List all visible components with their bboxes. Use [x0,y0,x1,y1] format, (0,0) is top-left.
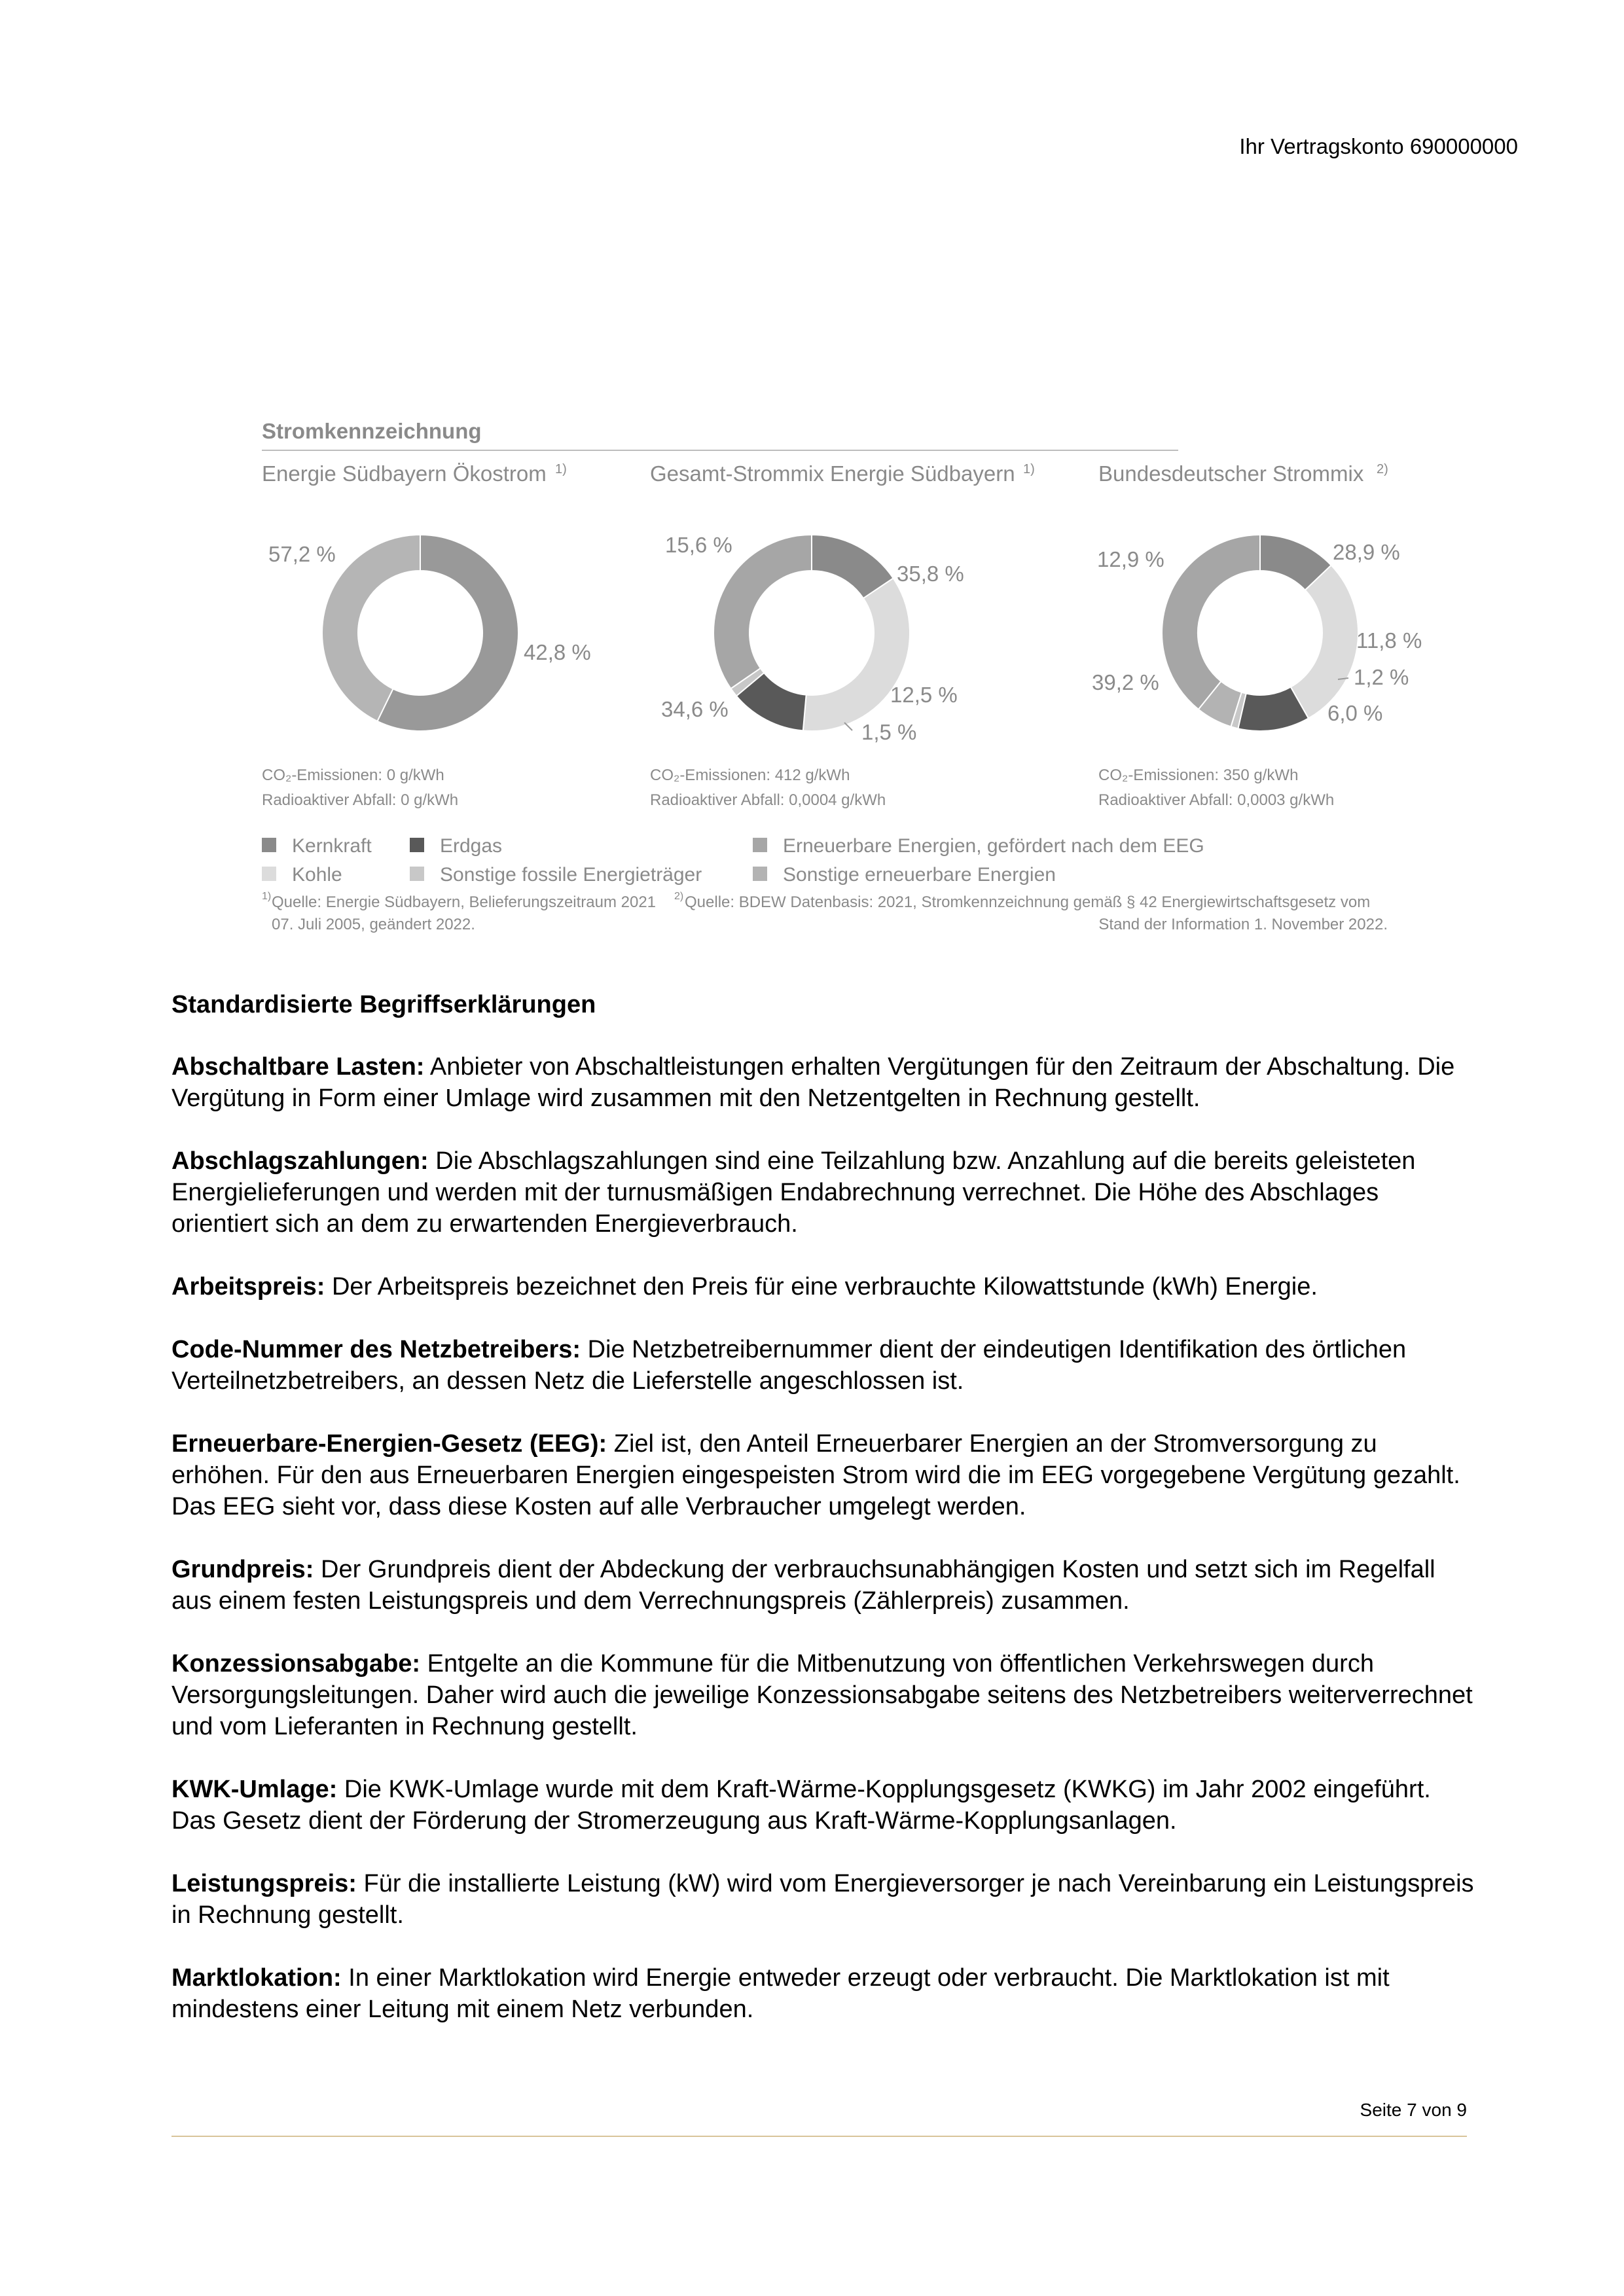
legend-sonstige-fossile: Sonstige fossile Energieträger [440,864,702,886]
chart-1-title: Energie Südbayern Ökostrom [262,461,547,486]
footnote-2: Quelle: BDEW Datenbasis: 2021, Stromkennzeichnung gemäß § 42 Energiewirtschaftsgesetz vom [685,893,1371,911]
chart-3-label-6-0: 6,0 % [1327,701,1383,725]
chart-3-waste: Radioaktiver Abfall: 0,0003 g/kWh [1098,791,1335,809]
donut-3-segment-2 [1291,565,1358,719]
footnote-line-2: 07. Juli 2005, geändert 2022. [272,916,475,933]
legend-erdgas: Erdgas [440,835,503,857]
chart-3-label-11-8: 11,8 % [1356,628,1422,653]
glossary-term: KWK-Umlage: [171,1776,338,1803]
glossary-text: Ziel ist, den Anteil Erneuerbarer Energien an der Stromversorgung zu erhöhen. Für den aus Erneuerbaren Energien eingespeisten Strom wird die im EEG vorgegebene Vergütung gezahlt. Das EEG sieht vor, dass diese Kosten auf alle Verbraucher umgelegt werden. [171,1430,1460,1520]
glossary-entry [171,1145,1481,1240]
chart-2-label-15-6: 15,6 % [665,533,732,557]
chart-3-label-1-2: 1,2 % [1354,665,1409,689]
stand-der-information: Stand der Information 1. November 2022. [1098,916,1388,933]
legend-swatch-sonstige-erneuerbare [753,867,767,881]
glossary-text: Der Arbeitspreis bezeichnet den Preis für eine verbrauchte Kilowattstunde (kWh) Energie. [325,1273,1318,1300]
glossary-term: Abschaltbare Lasten: [171,1053,425,1081]
glossary-text: Entgelte an die Kommune für die Mitbenutzung von öffentlichen Verkehrswegen durch Versorgungsleitungen. Daher wird auch die jeweilige Konzessionsabgabe seitens des Netzbetreibers weiterverrechnet und vom Lieferanten in Rechnung gestellt. [171,1650,1473,1740]
glossary-term: Konzessionsabgabe: [171,1650,421,1677]
glossary-entry [171,1051,1481,1114]
glossary-term: Arbeitspreis: [171,1273,325,1300]
glossary-section [171,990,1481,2056]
legend-kernkraft: Kernkraft [292,835,372,857]
contract-account-label: Ihr Vertragskonto 690000000 [1239,134,1518,158]
glossary-text: Die Netzbetreibernummer dient der eindeutigen Identifikation des örtlichen Verteilnetzbetreibers, an dessen Netz die Lieferstelle angeschlossen ist. [171,1336,1407,1395]
glossary-entry [171,1774,1481,1837]
stromkennzeichnung-title: Stromkennzeichnung [262,419,482,443]
legend-swatch-kernkraft [262,838,276,852]
glossary-entry [171,1271,1481,1302]
chart-2-label-34-6: 34,6 % [661,697,729,721]
donut-2-segment-5 [713,535,812,689]
chart-1-label-42-8: 42,8 % [524,640,591,664]
glossary-term: Erneuerbare-Energien-Gesetz (EEG): [171,1430,607,1458]
page-number: Seite 7 von 9 [1360,2100,1467,2120]
glossary-entry [171,1648,1481,1742]
glossary-entry [171,1962,1481,2025]
chart-3-title: Bundesdeutscher Strommix [1098,461,1364,486]
legend-swatch-erdgas [410,838,424,852]
chart-3-label-39-2: 39,2 % [1092,670,1159,694]
legend-swatch-sonstige-fossile [410,867,424,881]
glossary-text: Die KWK-Umlage wurde mit dem Kraft-Wärme-Kopplungsgesetz (KWKG) im Jahr 2002 eingeführt. Das Gesetz dient der Förderung der Stromerzeugung aus Kraft-Wärme-Kopplungsanlagen. [171,1776,1431,1835]
glossary-term: Grundpreis: [171,1556,314,1583]
donut-chart-oekostrom [322,535,518,731]
glossary-text: Für die installierte Leistung (kW) wird vom Energieversorger je nach Vereinbarung ein Leistungspreis in Rechnung gestellt. [171,1870,1474,1929]
footnote-1: Quelle: Energie Südbayern, Belieferungszeitraum 2021 [272,893,657,911]
glossary-entry [171,1428,1481,1522]
glossary-term: Leistungspreis: [171,1870,357,1897]
chart-2-title: Gesamt-Strommix Energie Südbayern [650,461,1015,486]
donut-chart-gesamt-strommix [713,535,910,731]
glossary-text: In einer Marktlokation wird Energie entweder erzeugt oder verbraucht. Die Marktlokation ist mit mindestens einer Leitung mit einem Netz verbunden. [171,1964,1390,2023]
legend-kohle: Kohle [292,864,342,886]
stromkennzeichnung-graphic [0,0,1624,969]
glossary-term: Marktlokation: [171,1964,342,1992]
glossary-entry [171,1554,1481,1617]
donut-3-segment-6 [1162,535,1260,709]
chart-2-waste: Radioaktiver Abfall: 0,0004 g/kWh [650,791,886,809]
chart-3-title-sup: 2) [1377,462,1388,476]
glossary-term: Abschlagszahlungen: [171,1147,429,1175]
chart-1-co2: CO₂-Emissionen: 0 g/kWh [262,766,444,784]
glossary-text: Anbieter von Abschaltleistungen erhalten Vergütungen für den Zeitraum der Abschaltung. Die Vergütung in Form einer Umlage wird zusammen mit den Netzentgelten in Rechnung gestellt. [171,1053,1455,1112]
donut-2-segment-2 [803,578,910,731]
chart-1-title-sup: 1) [555,462,567,476]
footnote-2-sup: 2) [674,891,684,902]
chart-2-label-35-8: 35,8 % [897,562,964,586]
glossary-text: Der Grundpreis dient der Abdeckung der verbrauchsunabhängigen Kosten und setzt sich im Regelfall aus einem festen Leistungspreis und dem Verrechnungspreis (Zählerpreis) zusammen. [171,1556,1435,1615]
chart-2-title-sup: 1) [1023,462,1035,476]
legend-sonstige-erneuerbare: Sonstige erneuerbare Energien [783,864,1056,886]
legend-eeg: Erneuerbare Energien, gefördert nach dem EEG [783,835,1204,857]
legend-swatch-eeg [753,838,767,852]
footnote-1-sup: 1) [262,891,272,902]
footer-rule [171,2136,1467,2137]
chart-3-label-12-9: 12,9 % [1097,547,1164,571]
glossary-heading: Standardisierte Begriffserklärungen [171,991,596,1018]
chart-1-waste: Radioaktiver Abfall: 0 g/kWh [262,791,459,809]
stromkennzeichnung-panel [0,0,1624,969]
glossary-text: Die Abschlagszahlungen sind eine Teilzahlung bzw. Anzahlung auf die bereits geleisteten Energielieferungen und werden mit der turnusmäßigen Endabrechnung verrechnet. Die Höhe des Abschlages orientiert sich an dem zu erwartenden Energieverbrauch. [171,1147,1416,1238]
chart-3-label-28-9: 28,9 % [1333,540,1400,564]
chart-1-label-57-2: 57,2 % [268,542,336,566]
chart-2-label-1-5: 1,5 % [861,720,917,744]
glossary-term: Code-Nummer des Netzbetreibers: [171,1336,581,1363]
glossary-entry [171,1868,1481,1931]
chart-2-co2: CO₂-Emissionen: 412 g/kWh [650,766,850,784]
glossary-entry [171,1334,1481,1397]
chart-2-label-12-5: 12,5 % [890,683,958,707]
legend-swatch-kohle [262,867,276,881]
chart-3-co2: CO₂-Emissionen: 350 g/kWh [1098,766,1299,784]
